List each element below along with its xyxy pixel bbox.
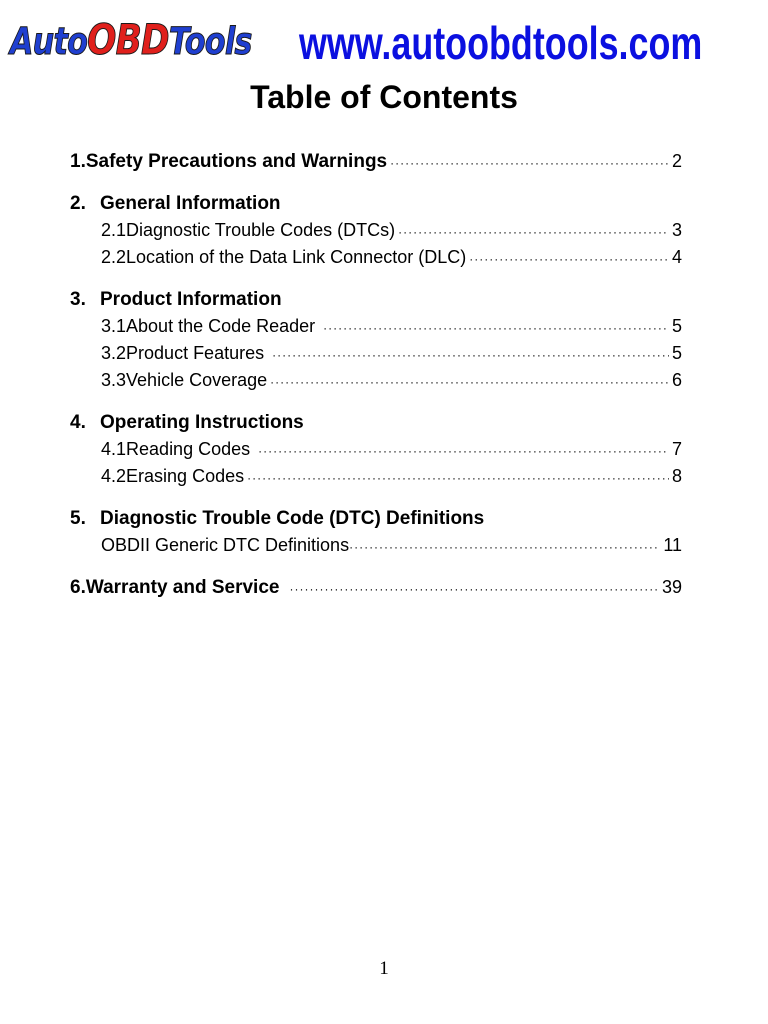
toc-section [70, 574, 682, 601]
toc-entry-sub[interactable] [70, 367, 682, 394]
page-number: 39 [661, 577, 682, 597]
subsection-label: OBDII Generic DTC Definitions [101, 535, 350, 555]
toc-entry-main[interactable] [70, 148, 682, 175]
toc-entry-sub[interactable] [70, 340, 682, 367]
toc-entry-sub[interactable] [70, 532, 682, 559]
website-url[interactable]: www.autoobdtools.com [299, 17, 703, 69]
dot-leader [258, 438, 669, 465]
dot-leader [390, 150, 669, 177]
page-number: 8 [671, 466, 682, 486]
section-label: Warranty and Service [85, 577, 280, 598]
page-title: Table of Contents [250, 79, 518, 115]
logo-tools-text: Tools [168, 20, 252, 63]
subsection-number: 4.2 [101, 466, 127, 486]
page-number: 7 [671, 439, 682, 459]
section-label: Diagnostic Trouble Code (DTC) Definitions [100, 508, 485, 529]
autoobdtools-logo [10, 16, 252, 66]
toc-entry-main[interactable] [70, 505, 682, 532]
dot-leader [398, 219, 669, 246]
dot-leader [469, 246, 669, 273]
page-number: 6 [671, 370, 682, 390]
toc-entry-main[interactable] [70, 409, 682, 436]
page-header [0, 0, 768, 80]
page-number: 5 [671, 316, 682, 336]
page-number: 2 [671, 151, 682, 171]
page-number: 3 [671, 220, 682, 240]
toc-entry-sub[interactable] [70, 436, 682, 463]
section-label: Safety Precautions and Warnings [85, 151, 388, 172]
dot-leader [272, 342, 669, 369]
section-label: Operating Instructions [100, 412, 304, 433]
toc-section [70, 505, 682, 559]
page-number: 11 [663, 535, 682, 555]
toc-entry-main[interactable] [70, 574, 682, 601]
toc-entry-sub[interactable] [70, 244, 682, 271]
subsection-label: Erasing Codes [126, 466, 245, 486]
toc-entry-main[interactable] [70, 286, 682, 313]
dot-leader [270, 369, 669, 396]
subsection-label: Location of the Data Link Connector (DLC) [126, 247, 467, 267]
page-footer-number: 1 [379, 958, 389, 979]
page-number: 4 [671, 247, 682, 267]
section-number: 4. [70, 412, 86, 433]
table-of-contents [70, 148, 682, 616]
toc-entry-sub[interactable] [70, 217, 682, 244]
subsection-label: Vehicle Coverage [126, 370, 268, 390]
subsection-number: 3.1 [101, 316, 127, 336]
dot-leader [247, 465, 669, 492]
section-number: 2. [70, 193, 86, 214]
toc-section [70, 409, 682, 490]
subsection-label: About the Code Reader [126, 316, 316, 336]
subsection-number: 3.3 [101, 370, 127, 390]
subsection-number: 4.1 [101, 439, 127, 459]
section-number: 1. [70, 151, 86, 172]
toc-entry-sub[interactable] [70, 313, 682, 340]
subsection-label: Reading Codes [126, 439, 251, 459]
section-label: General Information [100, 193, 281, 214]
section-number: 6. [70, 577, 86, 598]
toc-entry-sub[interactable] [70, 463, 682, 490]
subsection-label: Diagnostic Trouble Codes (DTCs) [126, 220, 396, 240]
page-number: 5 [671, 343, 682, 363]
toc-section [70, 190, 682, 271]
subsection-number: 3.2 [101, 343, 127, 363]
dot-leader [323, 315, 669, 342]
logo-obd-text: OBD [87, 15, 169, 64]
section-label: Product Information [100, 289, 282, 310]
toc-section [70, 148, 682, 175]
section-number: 3. [70, 289, 86, 310]
section-number: 5. [70, 508, 86, 529]
dot-leader [289, 576, 659, 603]
toc-entry-main[interactable] [70, 190, 682, 217]
subsection-label: Product Features [126, 343, 265, 363]
subsection-number: 2.1 [101, 220, 127, 240]
toc-section [70, 286, 682, 394]
logo-auto-text: Auto [10, 20, 88, 63]
subsection-number: 2.2 [101, 247, 127, 267]
dot-leader [349, 534, 660, 561]
